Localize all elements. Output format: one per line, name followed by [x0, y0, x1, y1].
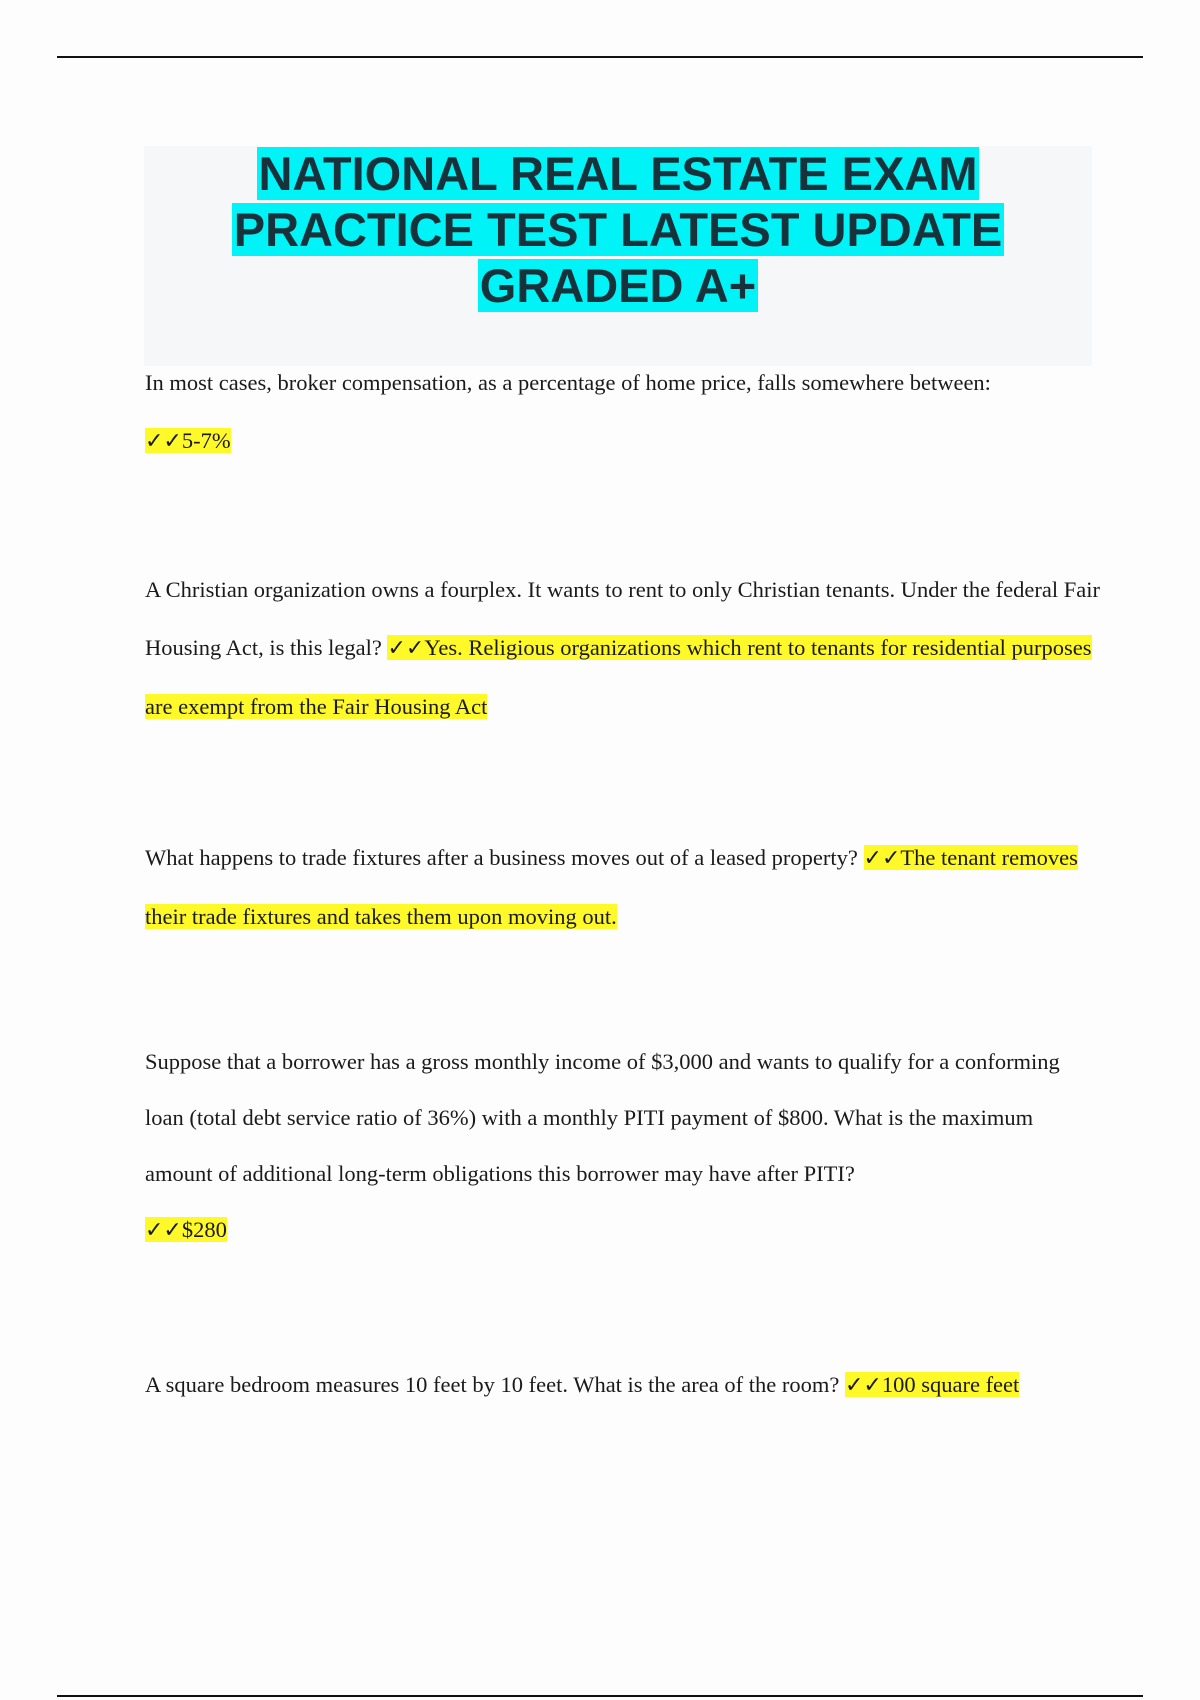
bottom-rule [57, 1695, 1143, 1697]
answer-text: 5-7% [181, 428, 231, 453]
top-rule [57, 56, 1143, 58]
question-text: A Christian organization owns a fourplex. It wants to rent to only Christian tenants. Under the federal Fair Housing Act, is this legal? [145, 577, 1100, 660]
answer-highlight [145, 1217, 227, 1242]
qa-item-3 [145, 829, 1100, 946]
double-check-icon: ✓✓ [145, 429, 182, 454]
answer-highlight [845, 1372, 1019, 1397]
question-text: In most cases, broker compensation, as a percentage of home price, falls somewhere between: [145, 370, 991, 395]
answer-text: Yes. Religious organizations which rent to tenants for residential purposes are exempt from the Fair Housing Act [145, 635, 1092, 719]
double-check-icon: ✓✓ [387, 636, 425, 661]
double-check-icon: ✓✓ [844, 1373, 882, 1398]
qa-item-2 [145, 561, 1100, 736]
qa-item-5 [145, 1356, 1100, 1415]
answer-text: 100 square feet [881, 1372, 1020, 1397]
title-block [144, 146, 1092, 366]
qa-item-4 [145, 1034, 1100, 1259]
qa-item-1 [145, 354, 1100, 471]
title-line-2: PRACTICE TEST LATEST UPDATE [233, 203, 1003, 256]
question-text: Suppose that a borrower has a gross monthly income of $3,000 and wants to qualify for a conforming loan (total debt service ratio of 36%) with a monthly PITI payment of $800. What is the maximum amount of additional long-term obligations this borrower may have after PITI? [145, 1049, 1060, 1186]
title-line-1: NATIONAL REAL ESTATE EXAM [258, 147, 978, 200]
answer-text: $280 [181, 1217, 227, 1242]
answer-text: The tenant removes their trade fixtures and takes them upon moving out. [145, 845, 1078, 929]
question-text: What happens to trade fixtures after a business moves out of a leased property? [145, 845, 858, 870]
answer-highlight [145, 428, 231, 453]
question-text: A square bedroom measures 10 feet by 10 feet. What is the area of the room? [145, 1372, 840, 1397]
document-title [144, 146, 1092, 314]
double-check-icon: ✓✓ [145, 1218, 182, 1243]
title-line-3: GRADED A+ [479, 259, 757, 312]
double-check-icon: ✓✓ [863, 846, 901, 871]
